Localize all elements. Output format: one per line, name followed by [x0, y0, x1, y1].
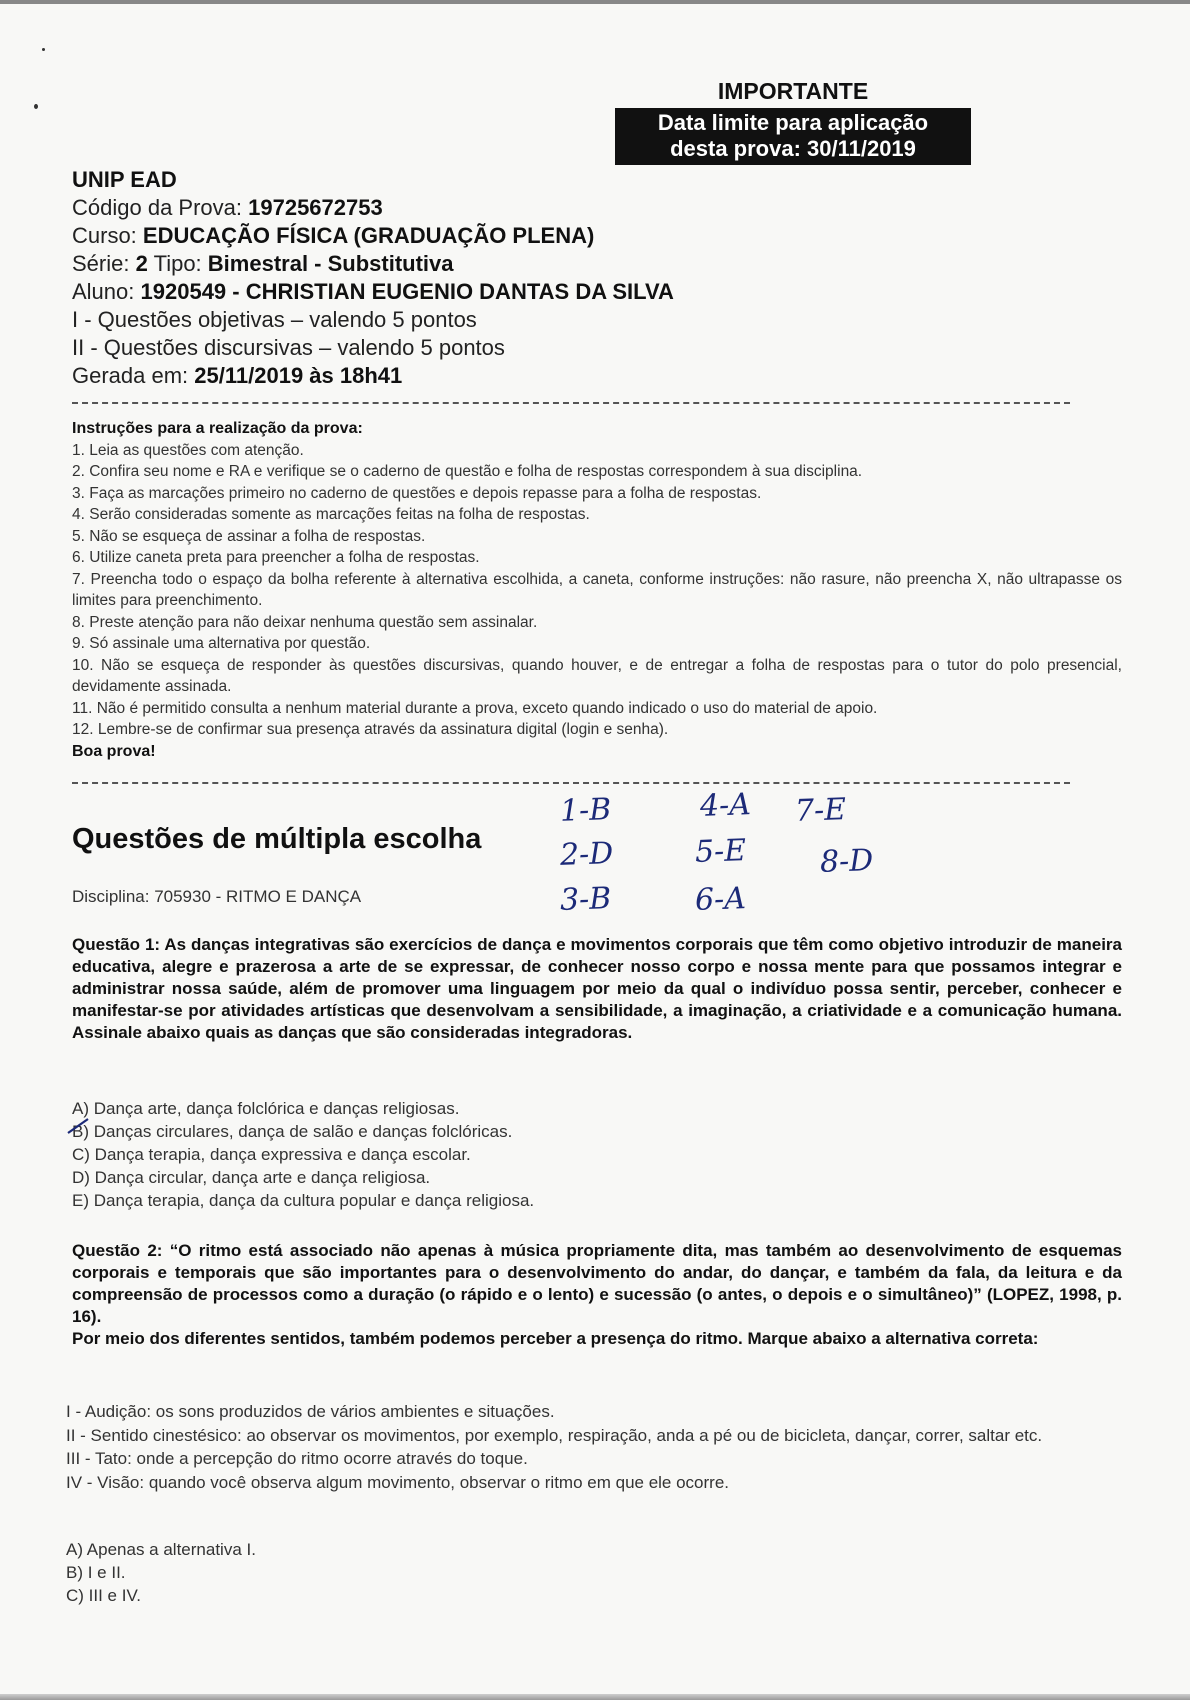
type-label: Tipo: — [153, 251, 202, 276]
question-2-prompt: Por meio dos diferentes sentidos, também podemos perceber a presença do ritmo. Marque abaixo a alternativa correta: — [72, 1329, 1039, 1348]
question-2-statements — [66, 1401, 1122, 1495]
instruction-item: 7. Preencha todo o espaço da bolha referente à alternativa escolhida, a caneta, conforme instruções: não rasure, não preencha X, não ultrapasse os limites para preenchimento. — [72, 570, 1122, 609]
instruction-item: 6. Utilize caneta preta para preencher a folha de respostas. — [72, 549, 480, 566]
instruction-item: 12. Lembre-se de confirmar sua presença através da assinatura digital (login e senha). — [72, 721, 669, 738]
code-label: Código da Prova: — [72, 195, 242, 220]
statement: I - Audição: os sons produzidos de vários ambientes e situações. — [66, 1402, 555, 1421]
handwritten-answer: 2-D — [559, 836, 614, 873]
statement: II - Sentido cinestésico: ao observar os movimentos, por exemplo, respiração, anda a pé ou de bicicleta, dançar, correr, saltar etc. — [66, 1425, 1043, 1445]
deadline-box — [615, 108, 971, 165]
question-2-options — [66, 1538, 256, 1607]
handwritten-answer: 8-D — [819, 843, 874, 880]
section-title: Questões de múltipla escolha — [72, 823, 482, 855]
instruction-item: 5. Não se esqueça de assinar a folha de respostas. — [72, 527, 426, 545]
instruction-item: 4. Serão consideradas somente as marcações feitas na folha de respostas. — [72, 506, 590, 523]
handwritten-answer: 6-A — [694, 881, 747, 918]
instructions-title: Instruções para a realização da prova: — [72, 420, 363, 437]
option-d: D) Dança circular, dança arte e dança religiosa. — [72, 1168, 431, 1187]
handwritten-answer: 1-B — [559, 792, 612, 829]
scan-edge-top — [0, 0, 1190, 4]
option-b: B) Danças circulares, dança de salão e danças folclóricas. — [72, 1122, 513, 1141]
divider — [72, 402, 1070, 404]
question-1-options — [72, 1097, 534, 1212]
option-b: B) I e II. — [66, 1563, 126, 1582]
instruction-item: 9. Só assinale uma alternativa por questão. — [72, 635, 371, 652]
code-value: 19725672753 — [248, 195, 383, 220]
student-label: Aluno: — [72, 279, 135, 304]
discipline: Disciplina: 705930 - RITMO E DANÇA — [72, 887, 362, 906]
deadline-line-2: desta prova: 30/11/2019 — [670, 136, 916, 161]
instruction-item: 10. Não se esqueça de responder às questões discursivas, quando houver, e de entregar a folha de respostas para o tutor do polo presencial, devidamente assinada. — [72, 656, 1122, 695]
notice-title: IMPORTANTE — [717, 78, 869, 104]
scan-speck — [42, 48, 45, 51]
instruction-item: 2. Confira seu nome e RA e verifique se o caderno de questão e folha de respostas correspondem à sua disciplina. — [72, 463, 863, 480]
generated-value: 25/11/2019 às 18h41 — [194, 363, 403, 388]
divider — [72, 782, 1070, 784]
instruction-item: 3. Faça as marcações primeiro no caderno de questões e depois repasse para a folha de respostas. — [72, 484, 762, 502]
option-c: C) III e IV. — [66, 1586, 141, 1605]
generated-label: Gerada em: — [72, 363, 189, 388]
course-label: Curso: — [72, 223, 137, 248]
series-label: Série: — [72, 251, 130, 276]
instruction-item: 11. Não é permitido consulta a nenhum material durante a prova, exceto quando indicado o uso do material de apoio. — [72, 699, 878, 717]
scan-speck — [34, 104, 38, 109]
student-value: 1920549 - CHRISTIAN EUGENIO DANTAS DA SILVA — [140, 279, 674, 304]
question-1: Questão 1: As danças integrativas são exercícios de dança e movimentos corporais que têm como objetivo introduzir de maneira educativa, alegre e prazerosa a arte de se expressar, de conhecer nosso corpo e nossa mente para que possamos integrar e administrar nossa saúde, além de promover uma linguagem por meio da qual o indivíduo possa sentir, perceber, conhecer e manifestar-se por atividades artísticas que desenvolvam a sensibilidade, a imaginação, a criatividade e a comunicação humana. Assinale abaixo quais as danças que são consideradas integradoras. — [72, 935, 1122, 1042]
option-c: C) Dança terapia, dança expressiva e dança escolar. — [72, 1145, 471, 1164]
discursive-line: II - Questões discursivas – valendo 5 pontos — [72, 335, 505, 360]
series-value: 2 — [135, 251, 148, 276]
institution: UNIP EAD — [72, 167, 177, 192]
option-a: A) Apenas a alternativa I. — [66, 1540, 256, 1559]
type-value: Bimestral - Substitutiva — [207, 251, 454, 276]
instruction-item: 1. Leia as questões com atenção. — [72, 441, 304, 459]
handwritten-answer: 4-A — [699, 787, 752, 824]
option-a: A) Dança arte, dança folclórica e danças religiosas. — [72, 1099, 460, 1118]
instruction-item: 8. Preste atenção para não deixar nenhuma questão sem assinalar. — [72, 613, 538, 631]
handwritten-answer: 3-B — [559, 881, 612, 918]
objective-line: I - Questões objetivas – valendo 5 pontos — [72, 307, 477, 332]
option-e: E) Dança terapia, dança da cultura popular e dança religiosa. — [72, 1191, 535, 1210]
question-2-text: Questão 2: “O ritmo está associado não apenas à música propriamente dita, mas também ao desenvolvimento de esquemas corporais e temporais que são importantes para o desenvolvimento do andar, do dançar, e também da fala, da leitura e da compreensão de processos como a duração (o rápido e o lento) e sucessão (o antes, o depois e o simultâneo)” (LOPEZ, 1998, p. 16). — [72, 1241, 1122, 1326]
handwritten-mark-icon — [66, 1117, 90, 1135]
deadline-notice — [615, 78, 971, 165]
closing-text: Boa prova! — [72, 742, 156, 760]
scan-edge-bottom — [0, 1694, 1190, 1700]
statement: III - Tato: onde a percepção do ritmo ocorre através do toque. — [66, 1449, 528, 1468]
handwritten-answer: 7-E — [794, 792, 847, 829]
handwritten-answer: 5-E — [694, 833, 747, 870]
statement: IV - Visão: quando você observa algum movimento, observar o ritmo em que ele ocorre. — [66, 1472, 730, 1492]
deadline-line-1: Data limite para aplicação — [657, 110, 929, 135]
instructions — [72, 418, 1122, 762]
question-2 — [72, 1240, 1122, 1350]
exam-header — [72, 166, 674, 390]
course-value: EDUCAÇÃO FÍSICA (GRADUAÇÃO PLENA) — [142, 223, 595, 248]
